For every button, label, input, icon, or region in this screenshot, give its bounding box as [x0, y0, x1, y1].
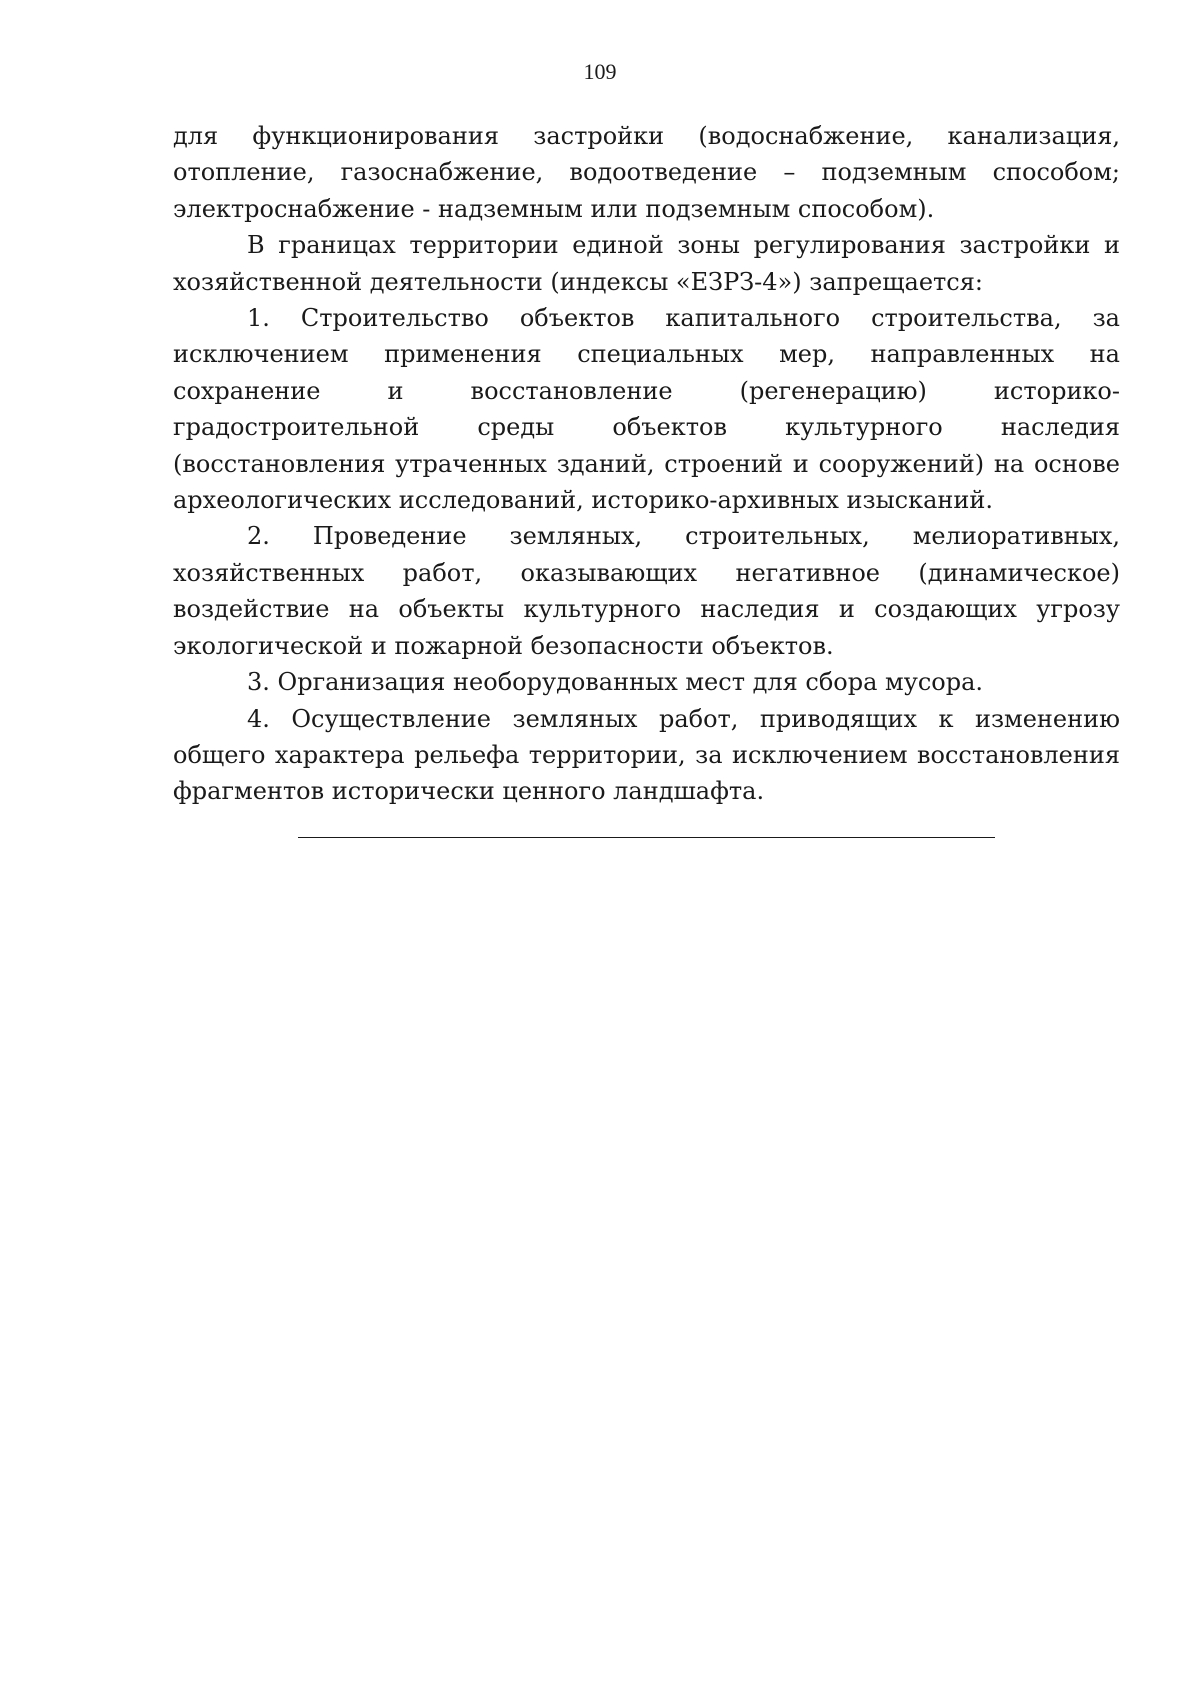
end-separator-line [298, 837, 995, 838]
paragraph-prohibitions-intro: В границах территории единой зоны регулирования застройки и хозяйственной деятельности (индексы «ЕЗРЗ-4») запрещается: [173, 231, 1120, 296]
paragraph-continuation: для функционирования застройки (водоснабжение, канализация, отопление, газоснабжение, водоотведение – подземным способом; электроснабжение - надземным или подземным способом). [173, 122, 1120, 223]
page-number: 109 [583, 59, 617, 84]
list-item-3: 3. Организация необорудованных мест для сбора мусора. [247, 668, 984, 697]
list-item-4: 4. Осуществление земляных работ, приводящих к изменению общего характера рельефа территории, за исключением восстановления фрагментов исторически ценного ландшафта. [173, 704, 1120, 806]
list-item-2: 2. Проведение земляных, строительных, мелиоративных, хозяйственных работ, оказывающих негативное (динамическое) воздействие на объекты культурного наследия и создающих угрозу экологической и пожарной безопасности объектов. [173, 522, 1120, 660]
body-text [173, 118, 1120, 810]
list-item-1: 1. Строительство объектов капитального строительства, за исключением применения специальных мер, направленных на сохранение и восстановление (регенерацию) историко-градостроительной среды объектов культурного наследия (восстановления утраченных зданий, строений и сооружений) на основе археологических исследований, историко-архивных изысканий. [173, 304, 1120, 515]
